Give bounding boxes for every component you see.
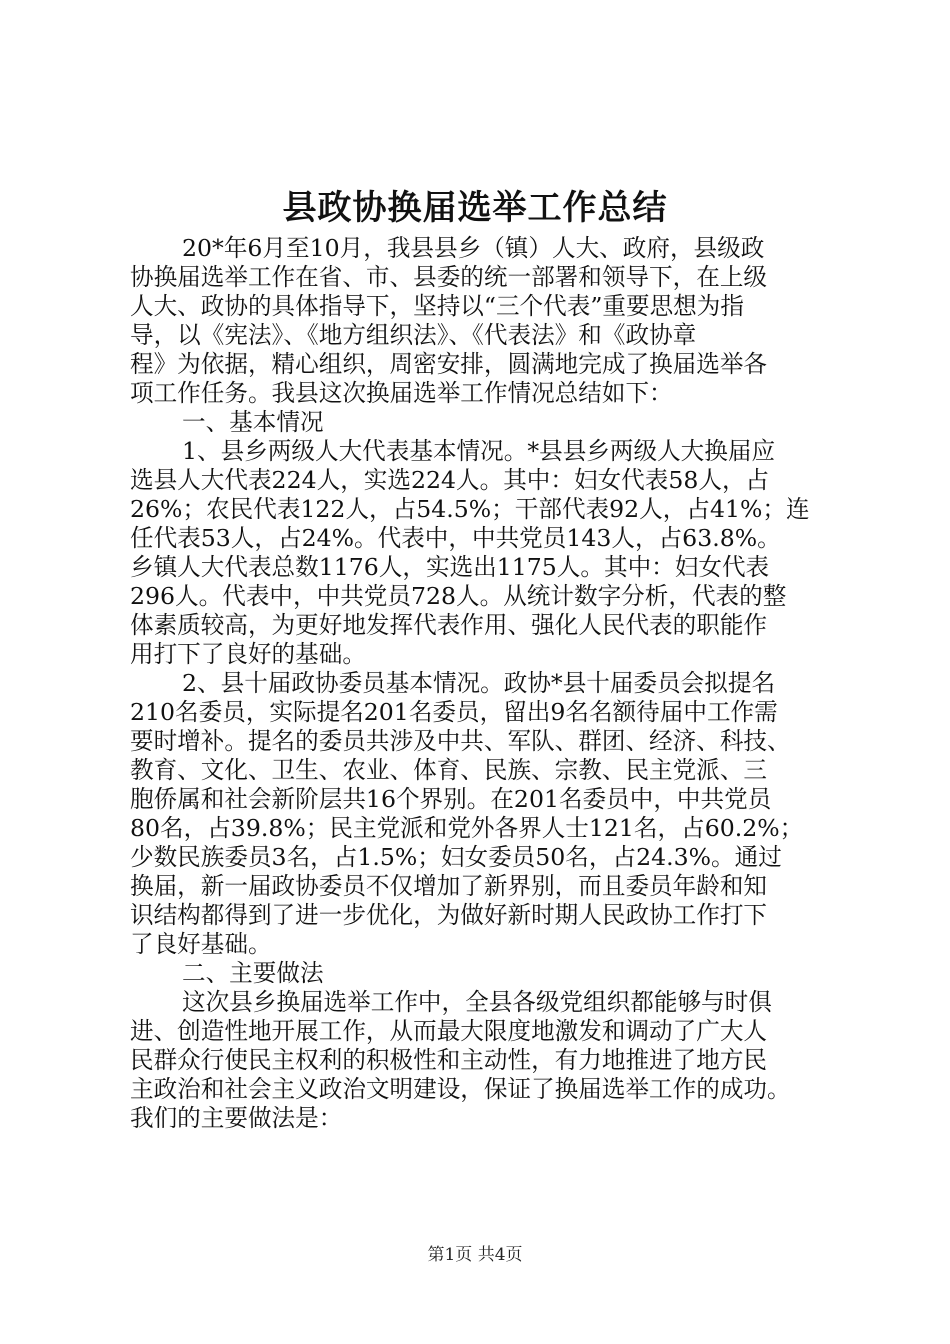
- section-heading: 一、基本情况: [182, 408, 324, 436]
- text-line: 人大、政协的具体指导下，坚持以“三个代表”重要思想为指: [130, 292, 744, 320]
- text-line: 主政治和社会主义政治文明建设，保证了换届选举工作的成功。: [130, 1075, 791, 1103]
- text-line: 了良好基础。: [130, 930, 272, 958]
- page-footer: 第1页 共4页: [427, 1245, 523, 1265]
- text-line: 这次县乡换届选举工作中，全县各级党组织都能够与时俱: [182, 988, 772, 1016]
- text-line: 少数民族委员3名，占1.5%；妇女委员50名，占24.3%。通过: [130, 843, 782, 871]
- text-line: 识结构都得到了进一步优化，为做好新时期人民政协工作打下: [130, 901, 768, 929]
- text-line: 选县人大代表224人，实选224人。其中：妇女代表58人，占: [130, 466, 770, 494]
- text-line: 20*年6月至10月，我县县乡（镇）人大、政府，县级政: [182, 234, 765, 262]
- text-line: 要时增补。提名的委员共涉及中共、军队、群团、经济、科技、: [130, 727, 791, 755]
- text-line: 1、县乡两级人大代表基本情况。*县县乡两级人大换届应: [182, 437, 776, 465]
- text-line: 乡镇人大代表总数1176人，实选出1175人。其中：妇女代表: [130, 553, 770, 581]
- text-line: 协换届选举工作在省、市、县委的统一部署和领导下，在上级: [130, 263, 768, 291]
- text-line: 胞侨属和社会新阶层共16个界别。在201名委员中，中共党员: [130, 785, 772, 813]
- text-line: 程》为依据，精心组织，周密安排，圆满地完成了换届选举各: [130, 350, 768, 378]
- text-line: 进、创造性地开展工作，从而最大限度地激发和调动了广大人: [130, 1017, 768, 1045]
- text-line: 任代表53人，占24%。代表中，中共党员143人，占63.8%。: [130, 524, 781, 552]
- text-line: 26%；农民代表122人，占54.5%；干部代表92人，占41%；连: [130, 495, 810, 523]
- text-line: 换届，新一届政协委员不仅增加了新界别，而且委员年龄和知: [130, 872, 768, 900]
- text-line: 我们的主要做法是：: [130, 1104, 343, 1132]
- text-line: 296人。代表中，中共党员728人。从统计数字分析，代表的整: [130, 582, 787, 610]
- text-line: 80名，占39.8%；民主党派和党外各界人士121名，占60.2%；: [130, 814, 804, 842]
- text-line: 民群众行使民主权利的积极性和主动性，有力地推进了地方民: [130, 1046, 768, 1074]
- text-line: 体素质较高，为更好地发挥代表作用、强化人民代表的职能作: [130, 611, 768, 639]
- text-line: 2、县十届政协委员基本情况。政协*县十届委员会拟提名: [182, 669, 776, 697]
- document-body: [130, 234, 835, 1133]
- text-line: 教育、文化、卫生、农业、体育、民族、宗教、民主党派、三: [130, 756, 768, 784]
- text-line: 210名委员，实际提名201名委员，留出9名名额待届中工作需: [130, 698, 778, 726]
- document-title: 县政协换届选举工作总结: [282, 188, 668, 228]
- text-line: 用打下了良好的基础。: [130, 640, 366, 668]
- text-line: 导，以《宪法》、《地方组织法》、《代表法》和《政协章: [130, 321, 697, 349]
- text-line: 项工作任务。我县这次换届选举工作情况总结如下：: [130, 379, 673, 407]
- section-heading: 二、主要做法: [182, 959, 324, 987]
